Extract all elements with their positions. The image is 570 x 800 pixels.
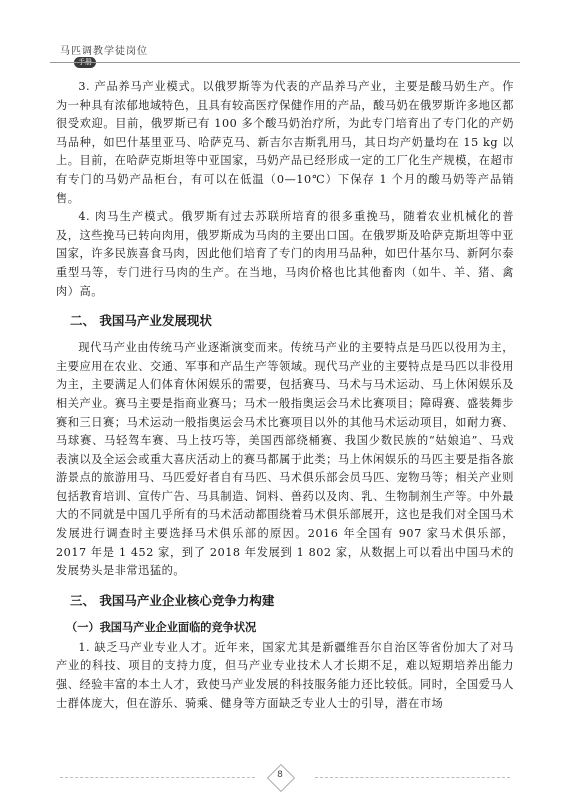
paragraph-product-horse-mode: 3. 产品养马产业模式。以俄罗斯等为代表的产品养马产业，主要是酸马奶生产。作为一种具有浓郁地域特色，且具有较高医疗保健作用的产品，酸马奶在俄罗斯许多地区都很受欢迎。目前，俄罗斯已有 100 多个酸马奶治疗所，为此专门培育出了专门化的产奶马品种，如巴什基里亚马、哈萨克马、新吉尔吉斯乳用马，其日均产奶量均在 15 kg 以上。目前，在哈萨克斯坦等中亚国家，马奶产品已经形成一定的工厂化生产规模，在超市有专门的马奶产品柜台，有可以在低温（0—10℃）下保存 1 个月的酸马奶等产品销售。 xyxy=(56,80,514,205)
paragraph-talent-shortage: 1. 缺乏马产业专业人才。近年来，国家尤其是新疆维吾尔自治区等省份加大了对马产业的科技、项目的支持力度，但马产业专业技术人才长期不足，难以短期培养出能力强、经验丰富的本土人才，致使马产业发展的科技服务能力还比较低。同时，全国爱马人士群体庞大，但在游乐、骑乘、健身等方面缺乏专业人士的引导，潜在市场 xyxy=(56,640,514,710)
section-heading-current-status: 二、 我国马产业发展现状 xyxy=(70,313,212,329)
page-body xyxy=(56,78,514,713)
page-header xyxy=(50,42,520,72)
section-heading-core-competitiveness: 三、 我国马产业企业核心竞争力构建 xyxy=(70,592,275,608)
subsection-heading-competition: （一）我国马产业企业面临的竞争状况 xyxy=(66,620,257,634)
header-divider xyxy=(50,62,520,63)
footer-rule-left xyxy=(60,777,255,778)
running-header-badge: 手册 xyxy=(74,57,96,68)
footer-rule-right xyxy=(315,777,510,778)
page-footer xyxy=(0,766,570,790)
paragraph-current-status: 现代马产业由传统马产业逐渐演变而来。传统马产业的主要特点是马匹以役用为主，主要应用在农业、交通、军事和产品生产等领域。现代马产业的主要特点是马匹以非役用为主，主要满足人们体育休闲娱乐的需要，包括赛马、马术与马术运动、马上休闲娱乐及相关产业。赛马主要是指商业赛马；马术一般指奥运会马术比赛项目；障碍赛、盛装舞步赛和三日赛；马术运动一般指奥运会马术比赛项目以外的其他马术运动项目，如耐力赛、马球赛、马轻驾车赛、马上技巧等，美国西部绕桶赛、我国少数民族的“姑娘追”、马戏表演以及全运会或重大喜庆活动上的赛马都属于此类；马上休闲娱乐的马匹主要是指各旅游景点的旅游用马、马匹爱好者自有马匹、马术俱乐部会员马匹、宠物马等；相关产业则包括教育培训、宣传广告、马具制造、饲料、兽药以及肉、乳、生物制剂生产等。中外最大的不同就是中国几乎所有的马术活动都围绕着马术俱乐部展开，这也是我们对全国马术发展进行调查时主要选择马术俱乐部的原因。2016 年全国有 907 家马术俱乐部，2017 年是 1 452 家，到了 2018 年发展到 1 802 家，从数据上可以看出中国马术的发展势头是非常迅猛的。 xyxy=(56,341,514,578)
running-header-title: 马匹调教学徒岗位 xyxy=(60,46,148,57)
page-number: 8 xyxy=(277,770,283,780)
paragraph-meat-horse-mode: 4. 肉马生产模式。俄罗斯有过去苏联所培育的很多重挽马，随着农业机械化的普及，这些挽马已转向肉用，俄罗斯成为马肉的主要出口国。在俄罗斯及哈萨克斯坦等中亚国家，许多民族喜食马肉，因此他们培育了专门的肉用马品种，如巴什基尔马、新阿尔泰重型马等，专门进行马肉的生产。在当地，马肉价格也比其他畜肉（如牛、羊、猪、禽肉）高。 xyxy=(56,210,514,298)
